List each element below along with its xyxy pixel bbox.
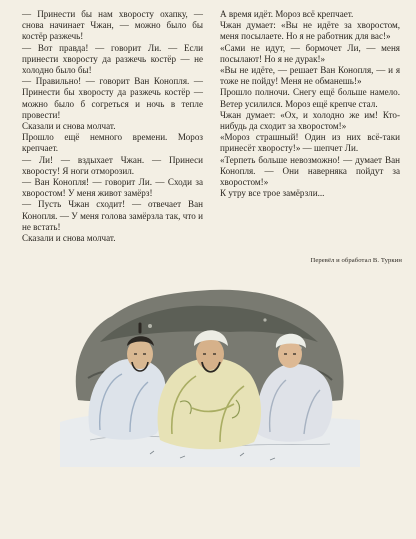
paragraph: Сказали и снова молчат. bbox=[22, 233, 116, 244]
paragraph: А время идёт. Мороз всё крепчает. bbox=[220, 9, 354, 19]
paragraph: Прошло полночи. Снегу ещё больше намело. Ветер усилился. Мороз ещё крепче стал. bbox=[220, 87, 400, 109]
right-text-column bbox=[220, 9, 400, 199]
paragraph: «Вы не идёте, — решает Ван Конопля, — и я тоже не пойду! Меня не обманешь!» bbox=[220, 65, 400, 87]
paragraph: — Правильно! — говорит Ван Конопля. — Принести бы хворосту да разжечь костёр — можно было б согреться и ночь в тепле провести! bbox=[22, 76, 203, 120]
paragraph: К утру все трое замёрзли... bbox=[220, 188, 325, 199]
paragraph: — Ли! — вздыхает Чжан. — Принеси хворосту! Я ноги отморозил. bbox=[22, 154, 203, 176]
left-text-column bbox=[22, 9, 203, 244]
paragraph: — Ван Конопля! — говорит Ли. — Сходи за хворостом! У меня живот замёрз! bbox=[22, 177, 203, 199]
paragraph: «Мороз страшный! Один из них всё-таки принесёт хворосту!» — шепчет Ли. bbox=[220, 132, 400, 154]
translator-credit: Перевёл и обработал В. Туркин bbox=[310, 257, 402, 264]
paragraph: Чжан думает: «Ох, и холодно же им! Кто-нибудь да сходит за хворостом!» bbox=[220, 109, 400, 132]
paragraph: — Вот правда! — говорит Ли. — Если принести хворосту да разжечь костёр — не холодно было бы! bbox=[22, 42, 203, 76]
paragraph: — Пусть Чжан сходит! — отвечает Ван Конопля. — У меня голова замёрзла так, что и не встать! bbox=[22, 199, 203, 232]
paragraph: Прошло ещё немного времени. Мороз крепчает. bbox=[22, 132, 203, 154]
paragraph: «Терпеть больше невозможно! — думает Ван Конопля. — Они наверняка пойдут за хворостом!» bbox=[220, 154, 400, 188]
paragraph: «Сами не идут, — бормочет Ли, — меня посылают! Но я не дурак!» bbox=[220, 42, 400, 64]
paragraph: Чжан думает: «Вы не идёте за хворостом, меня посылаете. Но я не работник для вас!» bbox=[220, 20, 400, 42]
paragraph: — Принести бы нам хворосту охапку, — снова начинает Чжан, — можно было бы костёр разжечь! bbox=[22, 9, 203, 42]
paragraph: Сказали и снова молчат. bbox=[22, 121, 116, 132]
three-freezing-men-illustration bbox=[60, 282, 360, 467]
